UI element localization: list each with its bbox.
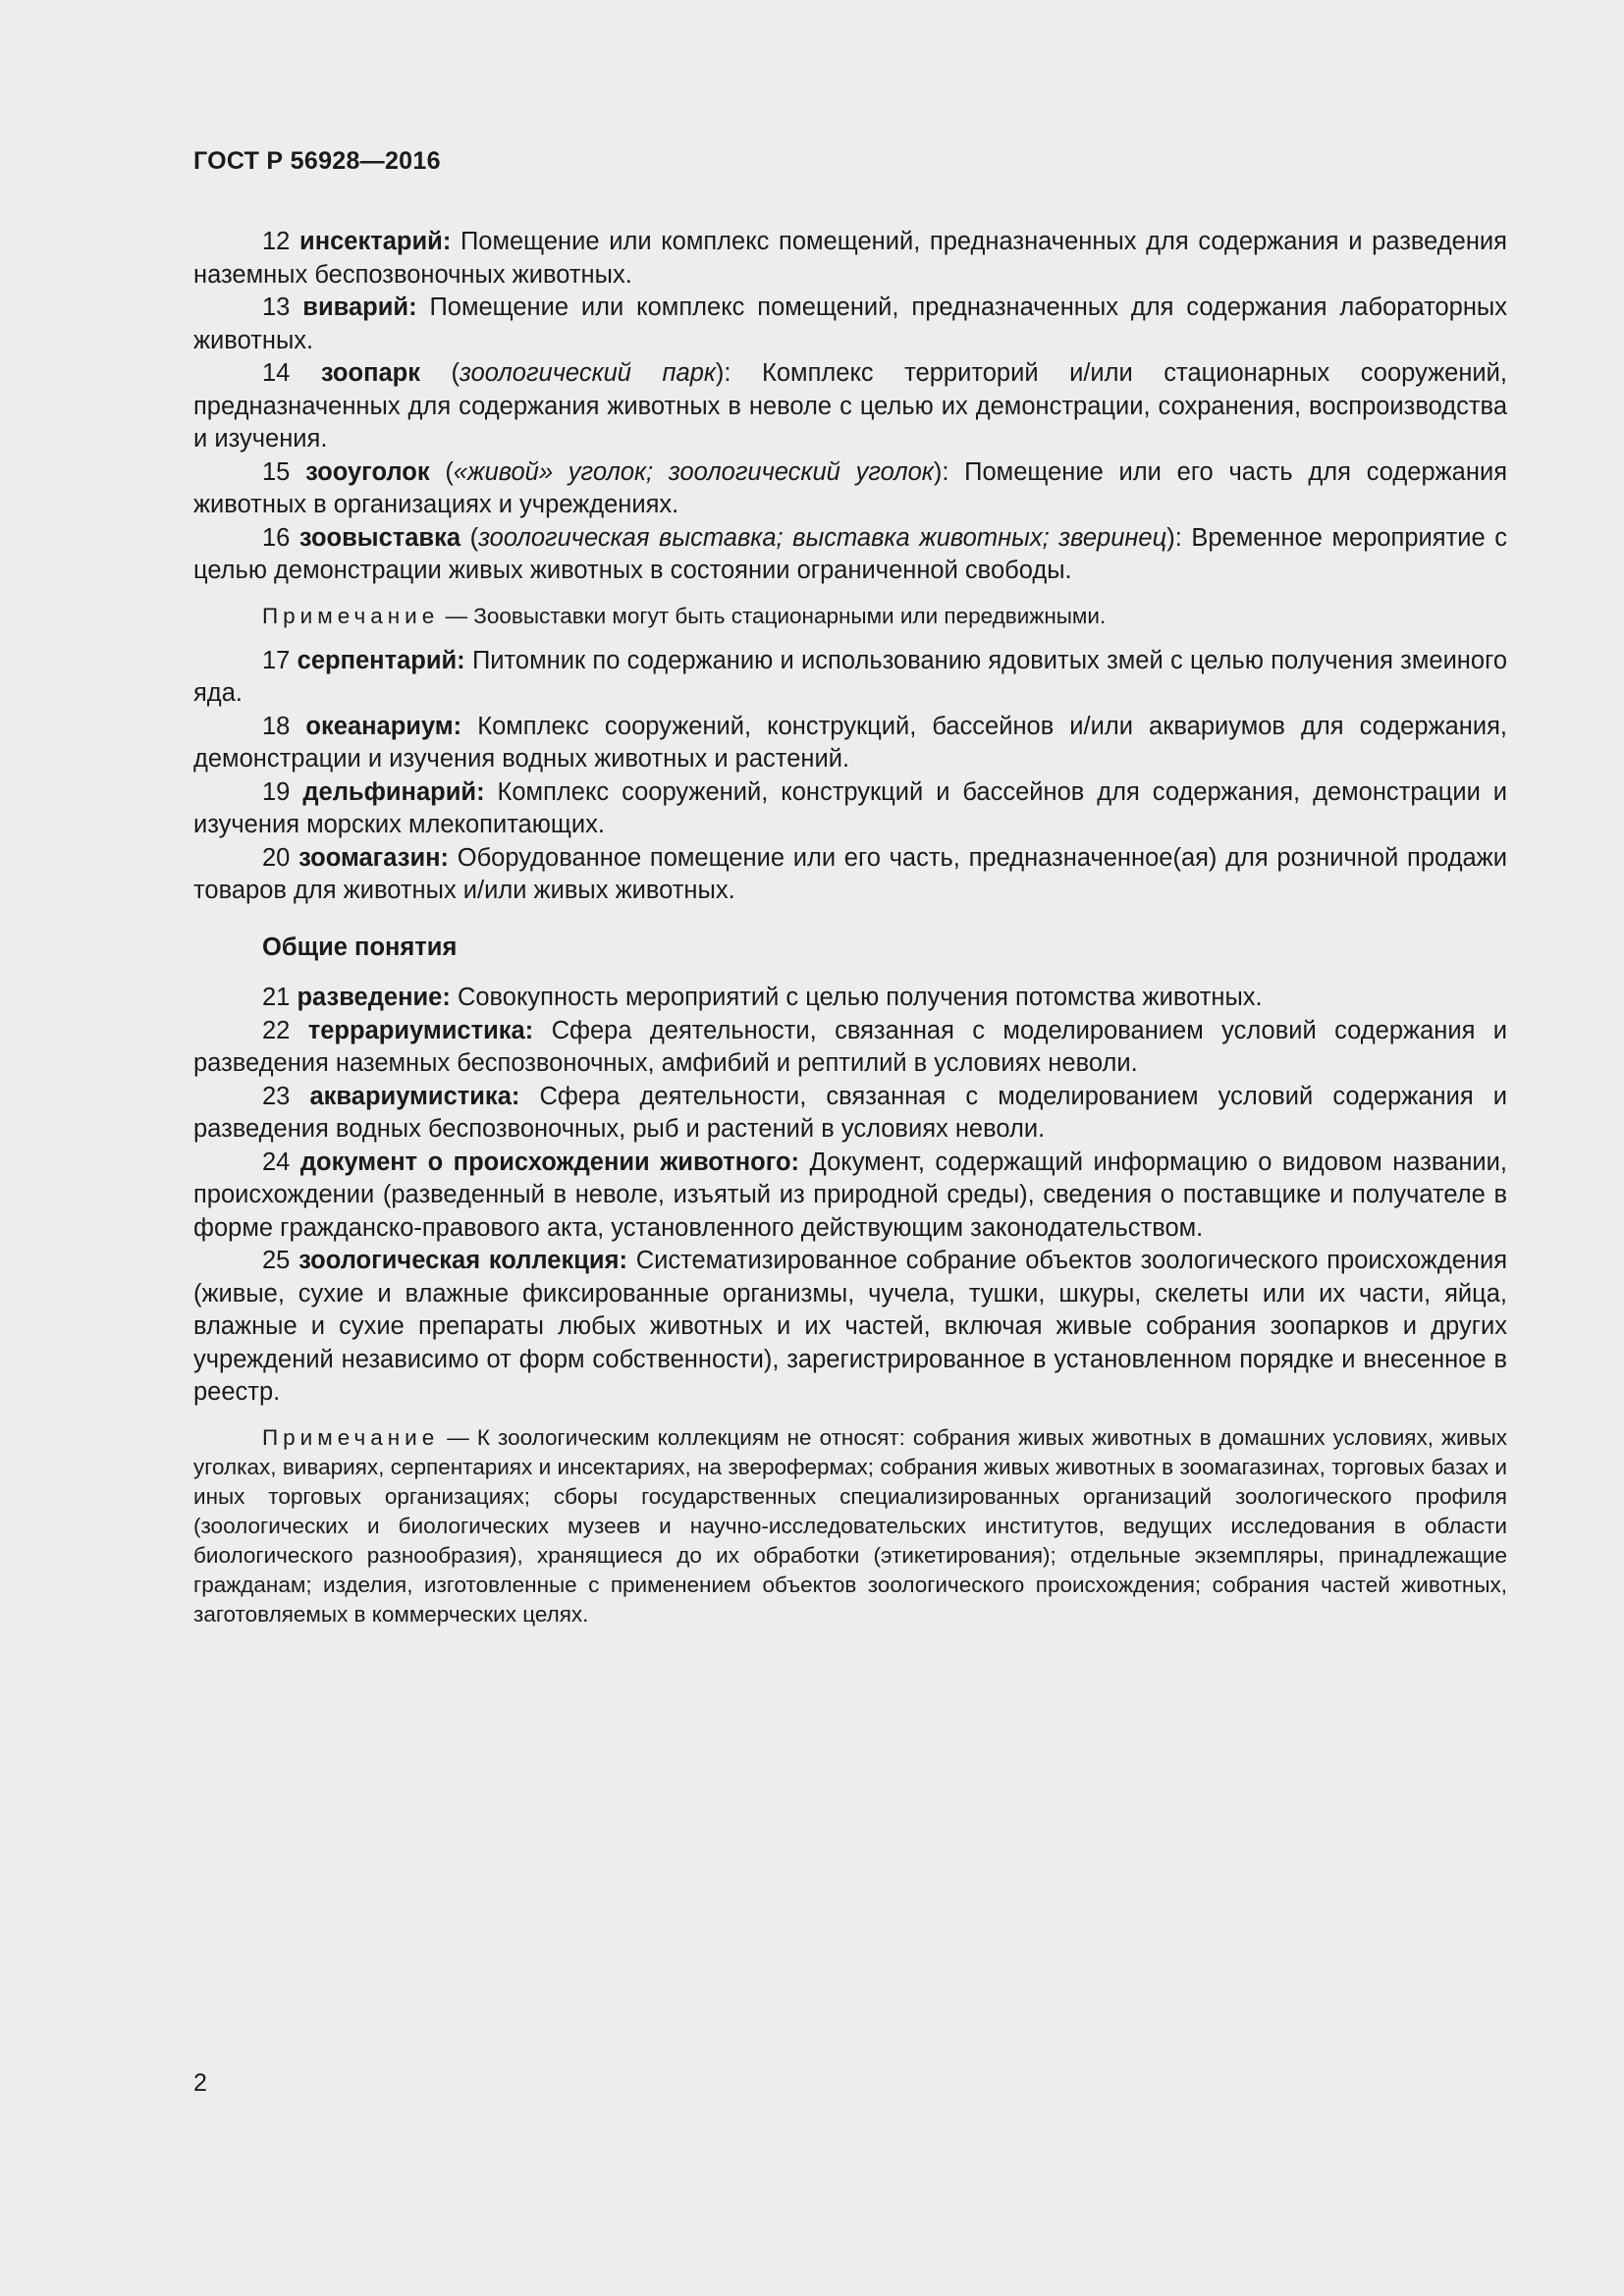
term-definition: Систематизированное собрание объектов зоологического происхождения (живые, сухие и влажные фиксированные организмы, чучела, тушки, шкуры, скелеты или их части, яйца, влажные и сухие препараты любых животных и их частей, включая живые собрания зоопарков и других учреждений независимо от форм собственности), зарегистрированное в установленном порядке и внесенное в реестр. [193, 1247, 1508, 1406]
note-label: Примечание [262, 1424, 440, 1450]
note-dash: — [439, 603, 474, 628]
term-entry-14 [193, 357, 1507, 456]
note-text: Зоовыставки могут быть стационарными или передвижными. [473, 603, 1107, 628]
term-number: 17 [262, 646, 291, 674]
page-number: 2 [193, 2069, 207, 2097]
note-label: Примечание [262, 603, 440, 628]
term-name: инсектарий: [299, 228, 452, 255]
term-number: 21 [262, 984, 291, 1011]
term-definition: Комплекс территорий и/или стационарных сооружений, предназначенных для содержания животных в неволе с целью их демонстрации, сохранения, воспроизводства и изучения. [193, 359, 1507, 453]
term-entry-25 [193, 1245, 1507, 1410]
term-number: 16 [262, 523, 291, 552]
term-name: разведение: [297, 984, 451, 1011]
term-number: 18 [262, 712, 291, 740]
term-synonym-close: ): [715, 359, 731, 387]
term-name: документ о происхождении животного: [299, 1148, 800, 1176]
term-definition: Совокупность мероприятий с целью получения потомства животных. [450, 984, 1263, 1011]
term-entry-22 [193, 1015, 1507, 1081]
term-number: 14 [262, 359, 291, 387]
note-text: К зоологическим коллекциям не относят: собрания живых животных в домашних условиях, живых уголках, вивариях, серпентариях и инсектариях, на зверофермах; собрания живых животных в зоомагазинах, торговых базах и иных торговых организациях; сборы государственных специализированных организаций зоологического профиля (зоологических и биологических музеев и научно-исследовательских институтов, ведущих исследования в области биологического разнообразия), хранящиеся до их обработки (этикетирования); отдельные экземпляры, принадлежащие гражданам; изделия, изготовленные с применением объектов зоологического происхождения; собрания частей животных, заготовляемых в коммерческих целях. [193, 1424, 1507, 1627]
term-entry-15 [193, 456, 1507, 522]
term-definition: Временное мероприятие с целью демонстрации живых животных в состоянии ограниченной свободы. [193, 523, 1508, 584]
term-entry-12 [193, 226, 1507, 292]
term-definition: Комплекс сооружений, конструкций, бассейнов и/или аквариумов для содержания, демонстрации и изучения водных животных и растений. [193, 712, 1507, 773]
term-number: 25 [262, 1247, 291, 1274]
term-name: серпентарий: [297, 646, 465, 674]
term-synonym: зоологический парк [460, 359, 716, 387]
term-definition: Оборудованное помещение или его часть, предназначенное(ая) для розничной продажи товаров для животных и/или живых животных. [193, 843, 1507, 904]
term-name: зоовыставка [298, 523, 461, 552]
term-entry-24 [193, 1147, 1507, 1246]
term-entry-20 [193, 842, 1507, 908]
term-number: 23 [262, 1082, 291, 1110]
term-entry-19 [193, 776, 1507, 842]
term-name: зоологическая коллекция: [298, 1247, 627, 1274]
term-name: аквариумистика: [309, 1082, 520, 1110]
term-definition: Питомник по содержанию и использованию ядовитых змей с целью получения змеиного яда. [193, 646, 1507, 707]
section-heading: Общие понятия [262, 933, 458, 961]
term-number: 12 [262, 228, 291, 255]
term-number: 13 [262, 294, 291, 321]
term-entry-21 [193, 982, 1507, 1015]
term-synonym: зоологическая выставка; выставка животных; зверинец [478, 523, 1167, 552]
note-dash: — [439, 1424, 477, 1450]
term-synonym-open: ( [420, 359, 460, 387]
term-synonym-open: ( [460, 523, 479, 552]
term-name: зоопарк [320, 359, 421, 387]
term-entry-17 [193, 645, 1507, 711]
term-definition: Сфера деятельности, связанная с моделированием условий содержания и разведения водных беспозвоночных, рыб и растений в условиях неволи. [193, 1082, 1507, 1143]
term-synonym: «живой» уголок; зоологический уголок [453, 457, 934, 486]
term-definition: Помещение или комплекс помещений, предназначенных для содержания лабораторных животных. [193, 294, 1507, 354]
term-number: 19 [262, 777, 291, 806]
term-synonym-close: ): [1166, 523, 1182, 552]
term-name: террариумистика: [307, 1016, 534, 1044]
term-entry-13 [193, 292, 1507, 357]
term-number: 20 [262, 843, 291, 872]
term-number: 15 [262, 457, 291, 486]
term-definition: Помещение или его часть для содержания животных в организациях и учреждениях. [193, 457, 1507, 518]
term-number: 24 [262, 1148, 291, 1176]
term-name: виварий: [302, 294, 417, 321]
term-name: дельфинарий: [302, 777, 485, 806]
term-definition: Помещение или комплекс помещений, предназначенных для содержания и разведения наземных беспозвоночных животных. [193, 228, 1507, 289]
document-body [193, 226, 1507, 1643]
note-zoo-exhibitions [193, 602, 1507, 631]
term-synonym-close: ): [933, 457, 949, 486]
term-definition: Сфера деятельности, связанная с моделированием условий содержания и разведения наземных беспозвоночных, амфибий и рептилий в условиях неволи. [193, 1016, 1508, 1077]
note-zoological-collections [193, 1423, 1507, 1629]
term-entry-23 [193, 1081, 1507, 1147]
term-name: океанариум: [305, 712, 462, 740]
term-definition: Документ, содержащий информацию о видовом названии, происхождении (разведенный в неволе, изъятый из природной среды), сведения о поставщике и получателе в форме гражданско-правового акта, установленного действующим законодательством. [193, 1148, 1507, 1242]
term-entry-16 [193, 522, 1507, 588]
term-entry-18 [193, 711, 1507, 776]
document-code-header: ГОСТ Р 56928—2016 [193, 147, 441, 175]
term-definition: Комплекс сооружений, конструкций и бассейнов для содержания, демонстрации и изучения морских млекопитающих. [193, 777, 1508, 838]
term-number: 22 [262, 1016, 291, 1044]
term-synonym-open: ( [429, 457, 454, 486]
term-name: зооуголок [305, 457, 430, 486]
term-name: зоомагазин: [298, 843, 450, 872]
